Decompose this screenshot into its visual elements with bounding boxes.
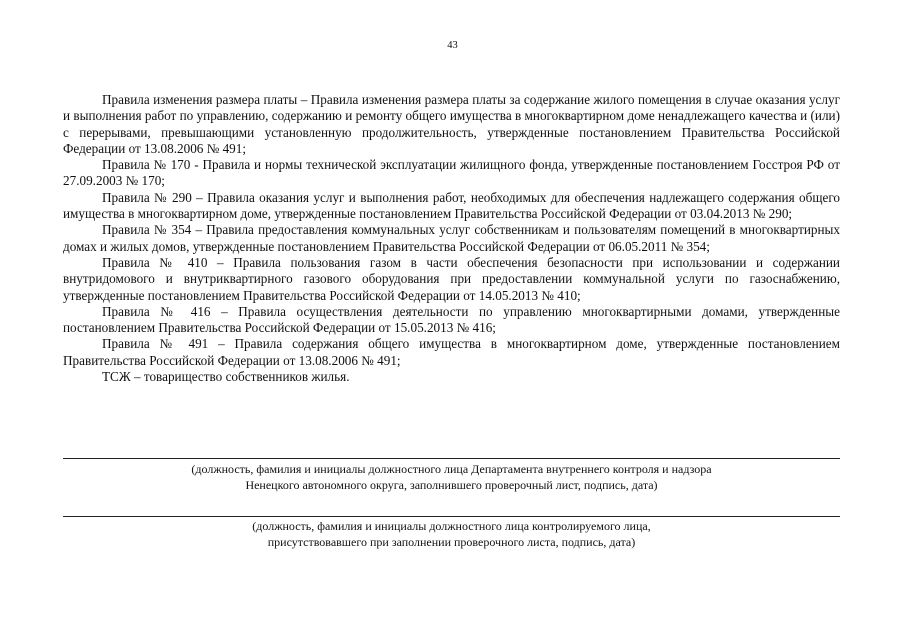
signature-caption-line: (должность, фамилия и инициалы должностного лица Департамента внутреннего контроля и надзора bbox=[191, 462, 712, 476]
paragraph-rules-416: Правила № 416 – Правила осуществления деятельности по управлению многоквартирными домами, утвержденные постановлением Правительства Российской Федерации от 15.05.2013 № 416; bbox=[63, 303, 840, 336]
signature-caption-line: присутствовавшего при заполнении проверочного листа, подпись, дата) bbox=[267, 535, 636, 549]
paragraph-rules-491: Правила № 491 – Правила содержания общего имущества в многоквартирном доме, утвержденные постановлением Правительства Российской Федерации от 13.08.2006 № 491; bbox=[63, 336, 840, 368]
paragraph-rules-410: Правила № 410 – Правила пользования газом в части обеспечения безопасности при использовании и содержании внутридомового и внутриквартирного газового оборудования при предоставлении коммунальной услуги по газоснабжению, утвержденные постановлением Правительства Российской Федерации от 14.05.2013 № 410; bbox=[63, 254, 840, 303]
paragraph-rules-170: Правила № 170 - Правила и нормы технической эксплуатации жилищного фонда, утвержденные постановлением Госстроя РФ от 27.09.2003 № 170; bbox=[63, 157, 840, 189]
paragraph-rules-payment-change: Правила изменения размера платы – Правила изменения размера платы за содержание жилого помещения в случае оказания услуг и выполнения работ по управлению, содержанию и ремонту общего имущества в многоквартирном доме ненадлежащего качества и (или) с перерывами, превышающими установленную продолжительность, утвержденные постановлением Правительства Российской Федерации от 13.08.2006 № 491; bbox=[63, 92, 840, 156]
paragraph-rules-290: Правила № 290 – Правила оказания услуг и выполнения работ, необходимых для обеспечения надлежащего содержания общего имущества в многоквартирном доме, утвержденные постановлением Правительства Российской Федерации от 03.04.2013 № 290; bbox=[63, 189, 840, 222]
signature-caption-inspector bbox=[63, 461, 840, 493]
document-body bbox=[63, 92, 840, 385]
signature-caption-line: Ненецкого автономного округа, заполнившего проверочный лист, подпись, дата) bbox=[245, 478, 658, 492]
signature-caption-line: (должность, фамилия и инициалы должностного лица контролируемого лица, bbox=[252, 519, 651, 533]
paragraph-tszh-definition: ТСЖ – товарищество собственников жилья. bbox=[102, 369, 350, 385]
signature-line-inspector bbox=[63, 458, 840, 459]
signature-line-controlled-person bbox=[63, 516, 840, 517]
paragraph-rules-354: Правила № 354 – Правила предоставления коммунальных услуг собственникам и пользователям помещений в многоквартирных домах и жилых домов, утвержденные постановлением Правительства Российской Федерации от 06.05.2011 № 354; bbox=[63, 222, 840, 254]
signature-caption-controlled-person bbox=[63, 518, 840, 550]
page-number: 43 bbox=[447, 40, 458, 51]
